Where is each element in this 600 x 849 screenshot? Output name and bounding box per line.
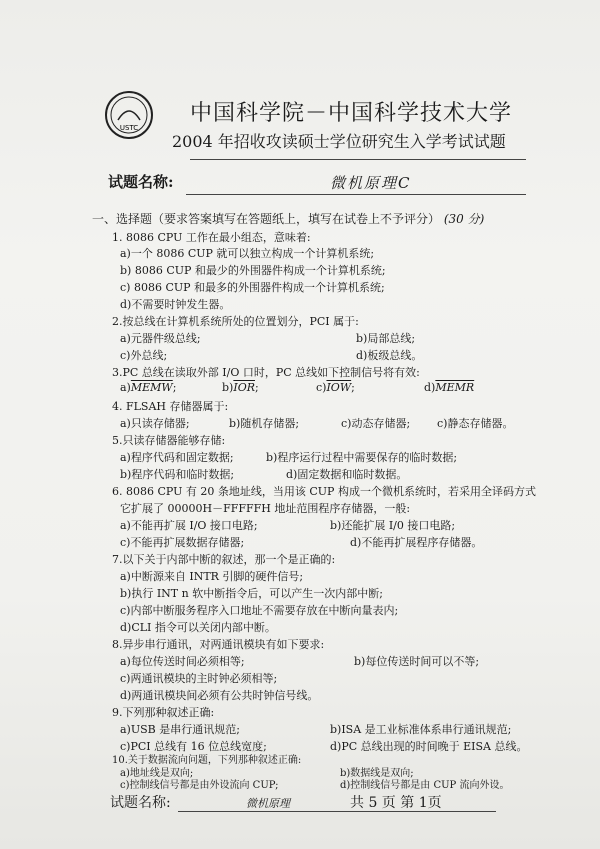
question-1: 1. 8086 CPU 工作在最小组态，意味着: <box>112 231 311 244</box>
exam-name-value: 微机原理C <box>330 174 412 192</box>
q3-a-prefix: a) <box>120 381 131 394</box>
section-score: (30 分) <box>443 212 485 226</box>
section-title: 一、选择题（要求答案填写在答题纸上，填写在试卷上不予评分） <box>92 212 441 226</box>
q2-option-d: d)板级总线。 <box>356 349 423 362</box>
q3-b-sep: ; <box>255 381 259 394</box>
exam-name-rule <box>186 194 526 195</box>
q3-b-signal: $\overline{IOR}$ <box>233 381 255 394</box>
footer-exam-name: 微机原理 <box>246 797 290 810</box>
q3-option-a <box>120 381 176 394</box>
q10-option-b: b)数据线是双向; <box>340 768 414 779</box>
q10-option-a: a)地址线是双向; <box>120 768 194 779</box>
q6-option-a: a)不能再扩展 I/O 接口电路; <box>120 519 258 532</box>
q1-option-c: c) 8086 CUP 和最多的外围器件构成一个计算机系统; <box>120 281 385 294</box>
q6-option-c: c)不能再扩展数据存储器; <box>120 536 245 549</box>
q8-option-c: c)两通讯模块的主时钟必须相等; <box>120 672 278 685</box>
question-9: 9.下列那种叙述正确: <box>112 706 215 719</box>
question-5: 5.只读存储器能够存储: <box>112 434 226 447</box>
q9-option-d: d)PC 总线出现的时间晚于 EISA 总线。 <box>330 740 528 753</box>
question-4: 4. FLSAH 存储器属于: <box>112 400 229 413</box>
q6-option-d: d)不能再扩展程序存储器。 <box>350 536 483 549</box>
q1-option-d: d)不需要时钟发生器。 <box>120 298 231 311</box>
page-subtitle: 2004 年招收攻读硕士学位研究生入学考试试题 <box>172 132 506 151</box>
question-3: 3.PC 总线在读取外部 I/O 口时，PC 总线如下控制信号将有效: <box>112 366 420 379</box>
q7-option-d: d)CLI 指令可以关闭内部中断。 <box>120 621 276 634</box>
q1-option-a: a)一个 8086 CUP 就可以独立构成一个计算机系统; <box>120 247 375 260</box>
q3-option-d <box>424 381 474 394</box>
question-6: 6. 8086 CPU 有 20 条地址线，当用该 CUP 构成一个微机系统时，若采用全译码方式 <box>112 485 536 498</box>
q9-option-c: c)PCI 总线有 16 位总线宽度; <box>120 740 267 753</box>
q2-option-a: a)元器件级总线; <box>120 332 201 345</box>
q3-a-sep: ; <box>172 381 177 394</box>
q9-option-a: a)USB 是串行通讯规范; <box>120 723 240 736</box>
q3-a-signal: MEMW <box>130 381 173 394</box>
page-title: 中国科学院－中国科学技术大学 <box>190 101 513 126</box>
q10-option-c: c)控制线信号都是由外设流向 CUP; <box>120 780 279 791</box>
q8-option-a: a)每位传送时间必须相等; <box>120 655 245 668</box>
footer-rule <box>178 811 496 812</box>
q3-c-signal: $\overline{IOW}$ <box>326 381 352 394</box>
question-7: 7.以下关于内部中断的叙述，那一个是正确的: <box>112 553 336 566</box>
q8-option-b: b)每位传送时间可以不等; <box>354 655 480 668</box>
title-rule <box>190 159 526 160</box>
q7-option-c: c)内部中断服务程序入口地址不需要存放在中断向量表内; <box>120 604 399 617</box>
q7-option-a: a)中断源来自 INTR 引脚的硬件信号; <box>120 570 304 583</box>
q3-option-c <box>316 381 355 394</box>
q7-option-b: b)执行 INT n 软中断指令后，可以产生一次内部中断; <box>120 587 383 600</box>
section-heading <box>92 210 484 227</box>
exam-name-label: 试题名称: <box>108 173 174 191</box>
q8-option-d: d)两通讯模块间必须有公共时钟信号线。 <box>120 689 319 702</box>
ustc-logo <box>104 90 154 140</box>
q9-option-b: b)ISA 是工业标准体系串行通讯规范; <box>330 723 512 736</box>
q5-option-a: a)程序代码和固定数据; <box>120 451 234 464</box>
q5-option-c: b)程序代码和临时数据; <box>120 468 235 481</box>
q3-d-signal: MEMR <box>435 381 475 394</box>
question-10: 10.关于数据流向问题，下列那种叙述正确: <box>112 755 302 766</box>
q4-option-a: a)只读存储器; <box>120 417 190 430</box>
q3-option-b <box>222 381 259 394</box>
question-6-cont: 它扩展了 00000H－FFFFFH 地址范围程序存储器，一般: <box>120 502 411 515</box>
q3-c-prefix: c) <box>316 381 327 394</box>
q4-option-c: c)动态存储器; <box>341 417 411 430</box>
q10-option-d: d)控制线信号都是由 CUP 流向外设。 <box>340 780 510 791</box>
footer-label: 试题名称: <box>110 795 171 811</box>
question-8: 8.异步串行通讯，对两通讯模块有如下要求: <box>112 638 325 651</box>
q3-d-prefix: d) <box>424 381 436 394</box>
q2-option-c: c)外总线; <box>120 349 168 362</box>
footer-page-count: 共 5 页 第 1页 <box>350 795 442 811</box>
q6-option-b: b)还能扩展 I/0 接口电路; <box>330 519 456 532</box>
logo-text: USTC <box>119 124 139 132</box>
q4-option-b: b)随机存储器; <box>229 417 300 430</box>
question-2: 2.按总线在计算机系统所处的位置划分，PCI 属于: <box>112 315 359 328</box>
q5-option-b: b)程序运行过程中需要保存的临时数据; <box>266 451 458 464</box>
q1-option-b: b) 8086 CUP 和最少的外围器件构成一个计算机系统; <box>120 264 386 277</box>
q5-option-d: d)固定数据和临时数据。 <box>286 468 408 481</box>
q3-c-sep: ; <box>351 381 355 394</box>
q4-option-d: c)静态存储器。 <box>437 417 514 430</box>
q2-option-b: b)局部总线; <box>356 332 416 345</box>
q3-b-prefix: b) <box>222 381 234 394</box>
